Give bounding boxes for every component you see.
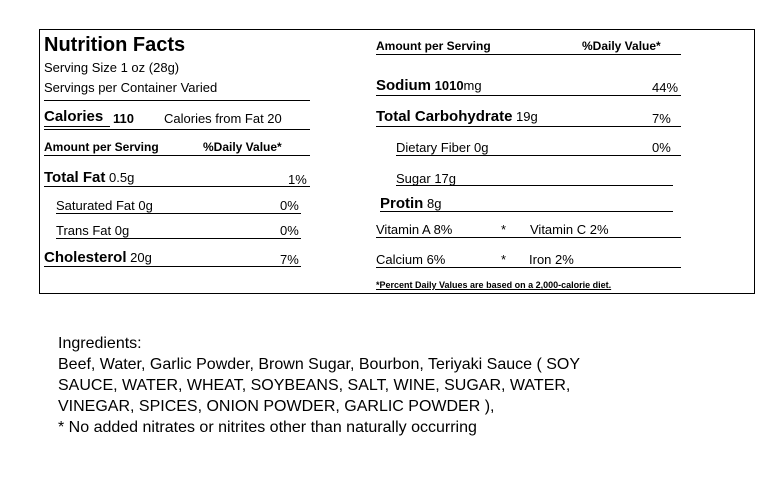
- ingredients-heading: Ingredients:: [58, 335, 142, 352]
- ingredients-note: * No added nitrates or nitrites other than naturally occurring: [58, 419, 477, 436]
- divider: [376, 126, 681, 127]
- divider: [56, 213, 301, 214]
- calories-from-fat: Calories from Fat 20: [164, 111, 282, 126]
- calories-label: Calories: [44, 108, 104, 125]
- divider: [376, 267, 681, 268]
- divider: [44, 186, 310, 187]
- calories-value: 110: [113, 111, 134, 126]
- amount-per-serving-right: Amount per Serving: [376, 39, 491, 53]
- divider: [376, 237, 681, 238]
- trans-fat-amount: 0g: [114, 223, 130, 238]
- total-fat-name: Total Fat: [44, 169, 106, 186]
- total-fat-dv: 1%: [288, 172, 307, 187]
- divider: [44, 266, 301, 267]
- total-carbohydrate-row: [376, 109, 538, 124]
- dietary-fiber-amount: 0g: [474, 140, 489, 155]
- sodium-unit: mg: [463, 78, 482, 93]
- daily-value-header-left: %Daily Value*: [203, 140, 282, 154]
- divider: [44, 155, 310, 156]
- ingredients-text: Beef, Water, Garlic Powder, Brown Sugar, Bourbon, Teriyaki Sauce ( SOY SAUCE, WATER, WHEAT, SOYBEANS, SALT, WINE, SUGAR, WATER, VINEGAR, SPICES, ONION POWDER, GARLIC POWDER ),: [58, 356, 581, 415]
- dietary-fiber-name: Dietary Fiber: [396, 140, 471, 155]
- saturated-fat-row: [56, 198, 153, 213]
- calcium: Calcium 6%: [376, 252, 446, 267]
- divider: [396, 155, 681, 156]
- divider: [44, 129, 310, 130]
- label-title: Nutrition Facts: [44, 34, 186, 56]
- iron: Iron 2%: [529, 252, 574, 267]
- sodium-row: [376, 78, 482, 93]
- saturated-fat-dv: 0%: [280, 198, 299, 213]
- dietary-fiber-dv: 0%: [652, 140, 671, 155]
- sugar-name: Sugar: [396, 171, 431, 186]
- total-carbohydrate-name: Total Carbohydrate: [376, 108, 513, 125]
- nutrition-facts-panel: [39, 29, 755, 294]
- protin-name: Protin: [380, 195, 424, 212]
- trans-fat-row: [56, 223, 129, 238]
- cholesterol-row: [44, 250, 152, 265]
- sodium-dv: 44%: [652, 80, 679, 95]
- cholesterol-amount: 20g: [130, 250, 152, 265]
- saturated-fat-name: Saturated Fat: [56, 198, 135, 213]
- daily-value-footnote: *Percent Daily Values are based on a 2,000-calorie diet.: [376, 280, 612, 290]
- amount-per-serving-left: Amount per Serving: [44, 140, 159, 154]
- vitamin-c: Vitamin C 2%: [530, 222, 609, 237]
- ingredients-section: [58, 333, 738, 438]
- trans-fat-name: Trans Fat: [56, 223, 112, 238]
- divider: [56, 238, 301, 239]
- saturated-fat-amount: 0g: [138, 198, 153, 213]
- sodium-amount: 1010: [434, 78, 464, 93]
- sugar-row: [396, 171, 456, 186]
- daily-value-header-right: %Daily Value*: [582, 39, 661, 53]
- dietary-fiber-row: [396, 140, 489, 155]
- servings-per-container: Servings per Container Varied: [44, 80, 218, 95]
- total-fat-row: [44, 170, 134, 185]
- serving-size: Serving Size 1 oz (28g): [44, 60, 180, 75]
- total-fat-amount: 0.5g: [109, 170, 135, 185]
- divider: [396, 185, 673, 186]
- protin-row: [380, 196, 441, 211]
- total-carbohydrate-dv: 7%: [652, 111, 671, 126]
- divider: [376, 95, 681, 96]
- cholesterol-dv: 7%: [280, 252, 299, 267]
- sodium-name: Sodium: [376, 77, 431, 94]
- vitamin-a: Vitamin A 8%: [376, 222, 453, 237]
- divider: [380, 211, 673, 212]
- trans-fat-dv: 0%: [280, 223, 299, 238]
- calories-underline: [44, 126, 110, 127]
- sugar-amount: 17g: [434, 171, 457, 186]
- divider: [44, 100, 310, 101]
- total-carbohydrate-amount: 19g: [516, 109, 538, 124]
- divider: [376, 54, 681, 55]
- mineral-separator: *: [501, 252, 507, 267]
- cholesterol-name: Cholesterol: [44, 249, 127, 266]
- vitamin-separator: *: [501, 222, 507, 237]
- protin-amount: 8g: [426, 196, 442, 211]
